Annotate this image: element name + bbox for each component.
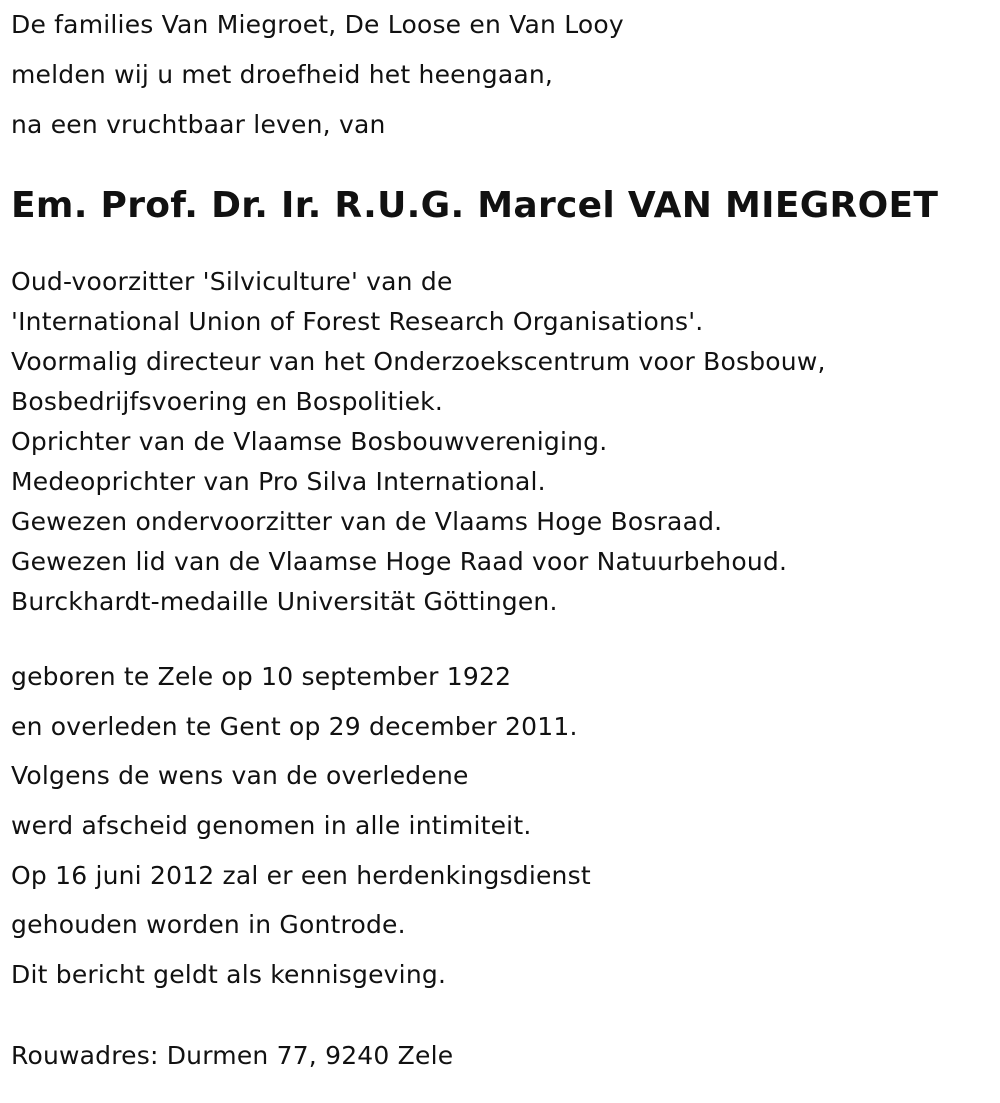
deceased-name: Em. Prof. Dr. Ir. R.U.G. Marcel VAN MIEGROET [11,185,939,226]
intro-line: De families Van Miegroet, De Loose en Van Looy [11,10,624,39]
mourning-address: Rouwadres: Durmen 77, 9240 Zele [11,1040,454,1070]
credential-line: 'International Union of Forest Research Organisations'. [11,307,704,336]
life-event-line: Dit bericht geldt als kennisgeving. [11,960,447,990]
credential-line: Gewezen lid van de Vlaamse Hoge Raad voor Natuurbehoud. [11,547,788,576]
obituary-notice [11,0,991,1081]
credential-line: Gewezen ondervoorzitter van de Vlaams Hoge Bosraad. [11,507,723,536]
life-event-line: werd afscheid genomen in alle intimiteit. [11,811,532,841]
credential-line: Burckhardt-medaille Universität Göttingen. [11,587,558,616]
intro-line: melden wij u met droefheid het heengaan, [11,60,554,89]
credential-line: Medeoprichter van Pro Silva International. [11,467,546,496]
credential-line: Oud-voorzitter 'Silviculture' van de [11,267,453,296]
life-events-section [11,652,991,1000]
life-event-line: gehouden worden in Gontrode. [11,910,406,940]
life-event-line: Op 16 juni 2012 zal er een herdenkingsdienst [11,860,591,890]
intro-line: na een vruchtbaar leven, van [11,110,386,139]
credentials-section [11,262,991,622]
life-event-line: Volgens de wens van de overledene [11,761,469,791]
credential-line: Voormalig directeur van het Onderzoekscentrum voor Bosbouw, [11,347,826,376]
life-event-line: geboren te Zele op 10 september 1922 [11,662,512,691]
intro-section [11,0,991,150]
credential-line: Oprichter van de Vlaamse Bosbouwvereniging. [11,427,608,456]
credential-line: Bosbedrijfsvoering en Bospolitiek. [11,387,443,416]
life-event-line: en overleden te Gent op 29 december 2011. [11,711,578,741]
